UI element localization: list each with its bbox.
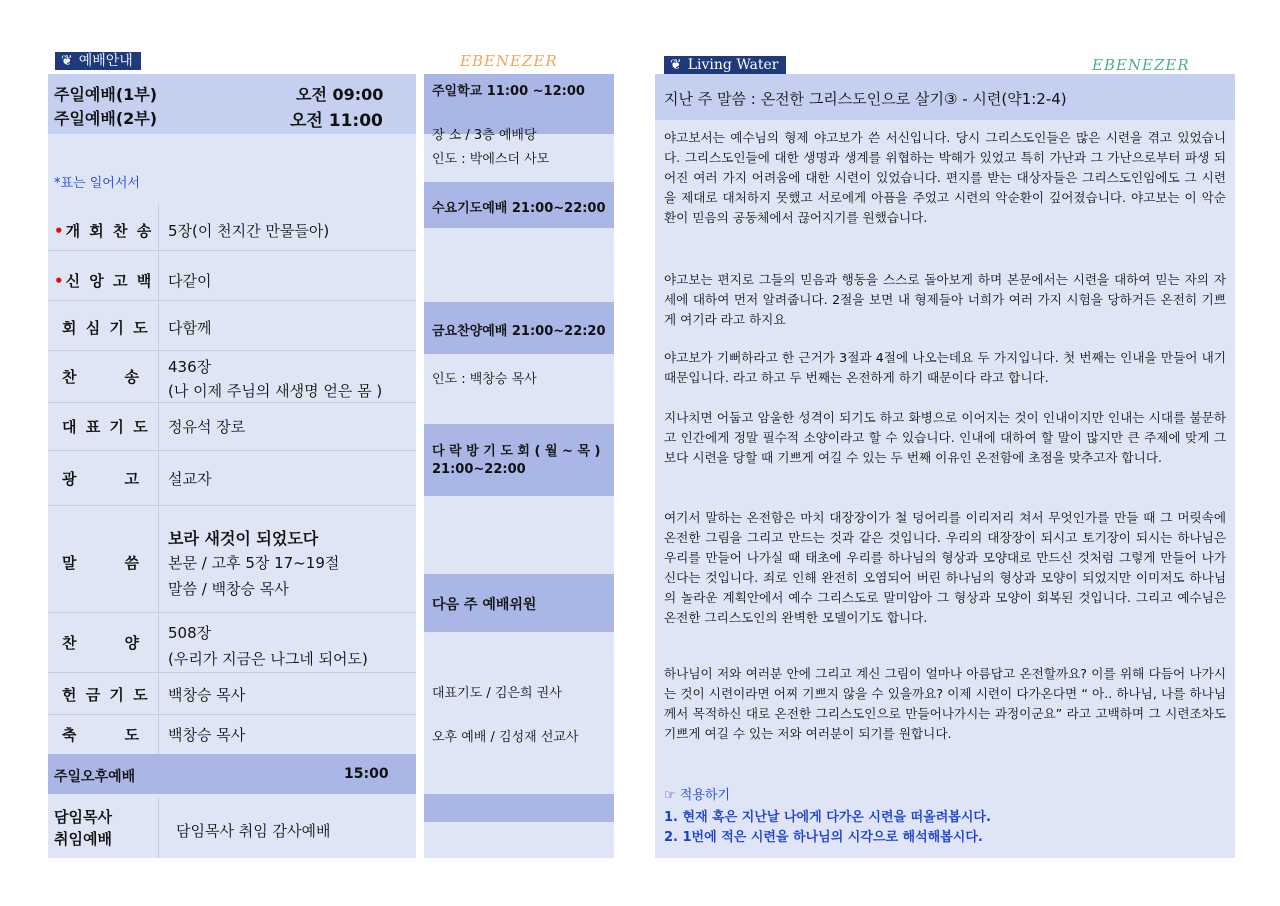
standing-note: *표는 일어서서 [54, 176, 140, 191]
divider [48, 612, 416, 613]
order-label: 찬 양 [62, 634, 145, 652]
divider [48, 250, 416, 251]
next-week-prayer: 대표기도 / 김은희 권사 [432, 686, 562, 701]
section-tag-worship [55, 52, 141, 70]
installation-value: 담임목사 취임 감사예배 [176, 822, 331, 840]
sermon-title: 보라 새것이 되었도다 [168, 529, 319, 548]
order-value-sub: 말씀 / 백창승 목사 [168, 580, 289, 598]
friday-leader: 인도 : 백창승 목사 [432, 372, 537, 387]
wednesday-service: 수요기도예배 21:00~22:00 [432, 201, 606, 216]
next-week-title: 다음 주 예배위원 [432, 597, 537, 613]
friday-service: 금요찬양예배 21:00~22:20 [432, 324, 606, 339]
divider [48, 300, 416, 301]
sermon-paragraph: 야고보가 기뻐하라고 한 근거가 3절과 4절에 나오는데요 두 가지입니다. 첫 번째는 인내을 만들어 내기 때문입니다. 라고 하고 두 번째는 온전하게 하기 때문이다 라고 합니다. [664, 350, 1226, 385]
sermon-heading: 지난 주 말씀 : 온전한 그리스도인으로 살기③ - 시련(약1:2-4) [664, 90, 1067, 108]
service-name: 주일예배(1부) [54, 85, 158, 104]
order-value: 508장 [168, 624, 212, 642]
order-label: 광 고 [62, 470, 145, 488]
service-name: 주일예배(2부) [54, 109, 158, 128]
section-tag-living-water [664, 56, 786, 74]
order-value-sub: (우리가 지금은 나그네 되어도) [168, 650, 368, 668]
sermon-paragraph: 여기서 말하는 온전함은 마치 대장장이가 철 덩어리를 이리저리 쳐서 무엇인가를 만들 때 그 머릿속에 온전한 그림을 그리고 만드는 것과 같은 것입니다. 우리의 대장장이 되시고 토기장이 되시는 하나님은 우리를 만들어 나가실 때 태초에 우리를 하나님의 형상과 모양대로 만드신 것처럼 그렇게 만들어 나가신다는 것입니다. 죄로 인해 완전히 오염되어 버린 하나님의 형상과 모양이 되었지만 이미저도 하나님의 놀라운 계획안에서 예수 그리스도로 말미암아 그 형상과 모양이 회복된 것입니다. 그리고 예수님은 온전한 그리스도인의 완벽한 모델이기도 합니다. [664, 510, 1226, 625]
darakbang-time: 21:00~22:00 [432, 462, 526, 477]
order-label: •개 회 찬 송 [54, 222, 154, 240]
leaf-icon: ❦ [670, 57, 682, 73]
afternoon-service-name: 주일오후예배 [54, 769, 136, 785]
bottom-band [424, 794, 614, 822]
order-value: 다함께 [168, 319, 212, 337]
service-time: 오전 11:00 [290, 111, 383, 131]
apply-item: 2. 1번에 적은 시련을 하나님의 시각으로 해석해봅시다. [664, 830, 983, 845]
order-label: 말 씀 [62, 554, 145, 572]
order-label: 축 도 [62, 726, 145, 744]
installation-label: 취임예배 [54, 830, 112, 848]
sermon-paragraph: 하나님이 저와 여러분 안에 그리고 계신 그림이 얼마나 아름답고 온전할까요? 이를 위해 다듬어 나가시는 것이 시련이라면 어찌 기쁘지 않을 수 있을까요? 이제 시련이 다가온다면 “ 아.. 하나님, 나를 하나님께서 목적하신 대로 온전한 그리스도인으로 만들어나가시는 과정이군요” 라고 고백하며 그 시련조차도 기쁘게 여길 수 있는 저와 여러분이 되기를 원합니다. [664, 666, 1226, 741]
order-label: 회 심 기 도 [62, 319, 150, 337]
brand-ebenezer: EBENEZER [1092, 56, 1190, 74]
apply-title: ☞ 적용하기 [664, 788, 731, 803]
column-divider [158, 798, 159, 858]
divider [48, 350, 416, 351]
order-value: 436장 [168, 358, 212, 376]
installation-label: 담임목사 [54, 808, 112, 826]
divider [48, 402, 416, 403]
afternoon-service-time: 15:00 [344, 766, 389, 782]
order-label: 찬 송 [62, 368, 145, 386]
sermon-paragraph: 지나치면 어둡고 암울한 성격이 되기도 하고 화병으로 이어지는 것이 인내이지만 인내는 시대를 불문하고 인간에게 정말 필수적 소양이라고 할 수 있습니다. 인내에 대하여 할 말이 많지만 큰 주제에 맞게 그보다 시련을 당할 때 기쁘게 여길 수 있는 두 번째 이유인 온전함에 초점을 맞추고자 합니다. [664, 410, 1226, 465]
divider [48, 714, 416, 715]
sunday-school: 주일학교 11:00 ~12:00 [432, 84, 585, 99]
section-title: 예배안내 [78, 53, 133, 69]
sunday-school-place: 장 소 / 3층 예배당 [432, 128, 537, 143]
leaf-icon: ❦ [61, 53, 73, 69]
order-label: 헌 금 기 도 [62, 686, 150, 704]
section-title: Living Water [687, 57, 779, 73]
sunday-school-leader: 인도 : 박에스더 사모 [432, 152, 550, 167]
order-value: 본문 / 고후 5장 17~19절 [168, 554, 340, 572]
divider [48, 505, 416, 506]
order-value: 설교자 [168, 470, 212, 488]
order-value: 백창승 목사 [168, 726, 246, 744]
order-value: 다같이 [168, 272, 212, 290]
order-value: 정유석 장로 [168, 418, 246, 436]
darakbang-band [424, 424, 614, 496]
order-label: 대 표 기 도 [62, 418, 150, 436]
darakbang-title: 다 락 방 기 도 회 ( 월 ~ 목 ) [432, 444, 601, 459]
order-value: 5장(이 천지간 만물들아) [168, 222, 330, 240]
divider [48, 450, 416, 451]
order-value: 백창승 목사 [168, 686, 246, 704]
brand-ebenezer: EBENEZER [460, 52, 558, 70]
order-label: •신 앙 고 백 [54, 272, 154, 290]
divider [48, 672, 416, 673]
apply-item: 1. 현재 혹은 지난날 나에게 다가온 시련을 떠올려봅시다. [664, 810, 991, 825]
sermon-paragraph: 야고보서는 예수님의 형제 야고보가 쓴 서신입니다. 당시 그리스도인들은 많은 시련을 겪고 있었습니다. 그리스도인들에 대한 생명과 생계를 위협하는 박해가 있었고 특히 가난과 그 가난으로부터 파생 되어진 여러 가지 어려움에 대한 시련이 있었습니다. 편지를 받는 대상자들은 그리스도인임에도 그 시련을 제대로 대처하지 못했고 서로에게 아픔을 주었고 시련의 악순환이 깊어졌습니다. 야고보는 이 악순환이 믿음의 공동체에서 끊어지기를 원했습니다. [664, 130, 1226, 225]
order-value-sub: (나 이제 주님의 새생명 얻은 몸 ) [168, 382, 383, 400]
next-week-afternoon: 오후 예배 / 김성재 선교사 [432, 730, 579, 745]
service-time: 오전 09:00 [296, 85, 384, 104]
sermon-paragraph: 야고보는 편지로 그들의 믿음과 행동을 스스로 돌아보게 하며 본문에서는 시련을 대하여 믿는 자의 자세에 대하여 먼저 알려줍니다. 2절을 보면 내 형제들아 너희가 여러 가지 시험을 당하거든 온전히 기쁘게 여기라 라고 하지요 [664, 272, 1226, 327]
